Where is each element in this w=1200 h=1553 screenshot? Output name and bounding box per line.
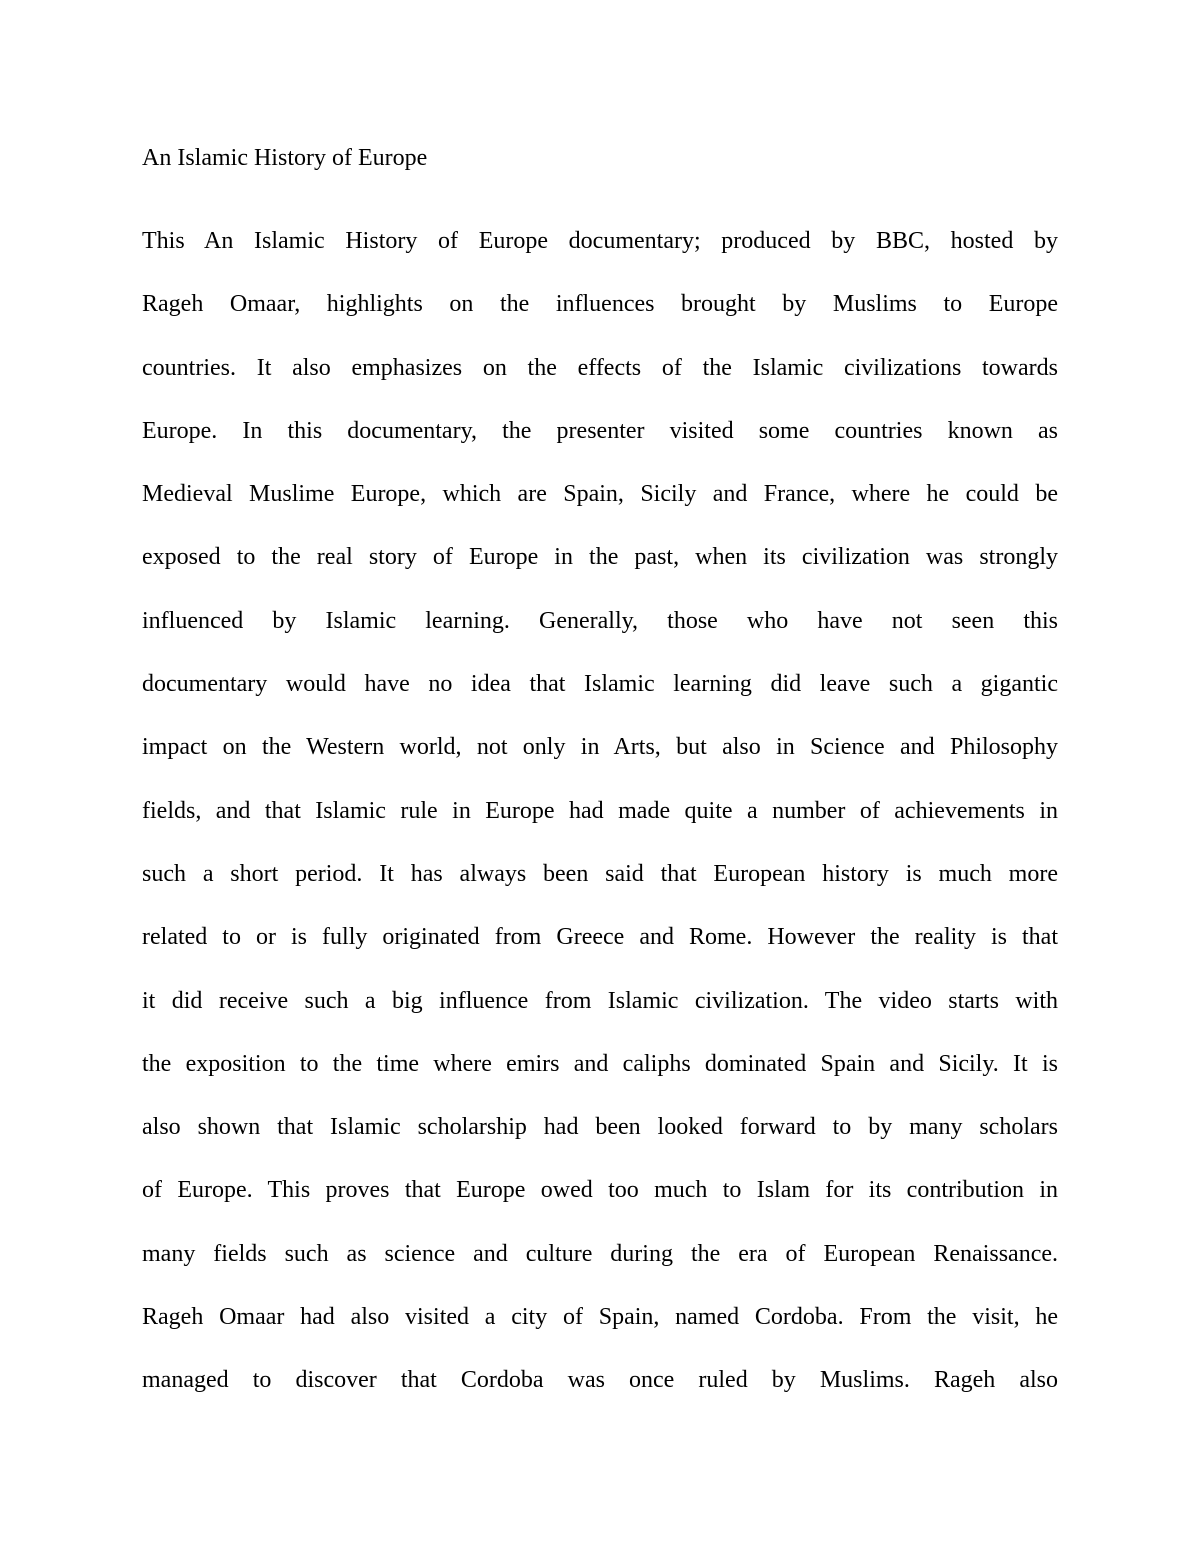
paragraph-line: many fields such as science and culture during the era of European Renaissance. xyxy=(142,1240,1058,1267)
paragraph-line: impact on the Western world, not only in Arts, but also in Science and Philosophy xyxy=(142,734,1058,761)
document-body xyxy=(142,210,1058,1413)
paragraph-line: such a short period. It has always been said that European history is much more xyxy=(142,860,1058,887)
paragraph-line: related to or is fully originated from Greece and Rome. However the reality is that xyxy=(142,924,1058,951)
paragraph-line: documentary would have no idea that Islamic learning did leave such a gigantic xyxy=(142,671,1058,698)
paragraph-line: also shown that Islamic scholarship had been looked forward to by many scholars xyxy=(142,1114,1058,1141)
paragraph-line: managed to discover that Cordoba was once ruled by Muslims. Rageh also xyxy=(142,1367,1058,1394)
paragraph-line: Rageh Omaar, highlights on the influences brought by Muslims to Europe xyxy=(142,291,1058,318)
document-title: An Islamic History of Europe xyxy=(142,145,428,171)
paragraph-line: it did receive such a big influence from Islamic civilization. The video starts with xyxy=(142,987,1058,1014)
paragraph-line: of Europe. This proves that Europe owed too much to Islam for its contribution in xyxy=(142,1177,1058,1204)
paragraph-line: Medieval Muslime Europe, which are Spain, Sicily and France, where he could be xyxy=(142,481,1058,508)
paragraph-line: exposed to the real story of Europe in the past, when its civilization was strongly xyxy=(142,544,1058,571)
paragraph-line: Rageh Omaar had also visited a city of Spain, named Cordoba. From the visit, he xyxy=(142,1304,1058,1331)
paragraph-line: Europe. In this documentary, the presenter visited some countries known as xyxy=(142,417,1058,444)
paragraph-line: influenced by Islamic learning. Generally, those who have not seen this xyxy=(142,607,1058,634)
paragraph-line: This An Islamic History of Europe documentary; produced by BBC, hosted by xyxy=(142,228,1058,254)
paragraph-line: countries. It also emphasizes on the effects of the Islamic civilizations towards xyxy=(142,354,1058,381)
paragraph-line: fields, and that Islamic rule in Europe had made quite a number of achievements in xyxy=(142,797,1058,824)
paragraph-line: the exposition to the time where emirs and caliphs dominated Spain and Sicily. It is xyxy=(142,1050,1058,1077)
